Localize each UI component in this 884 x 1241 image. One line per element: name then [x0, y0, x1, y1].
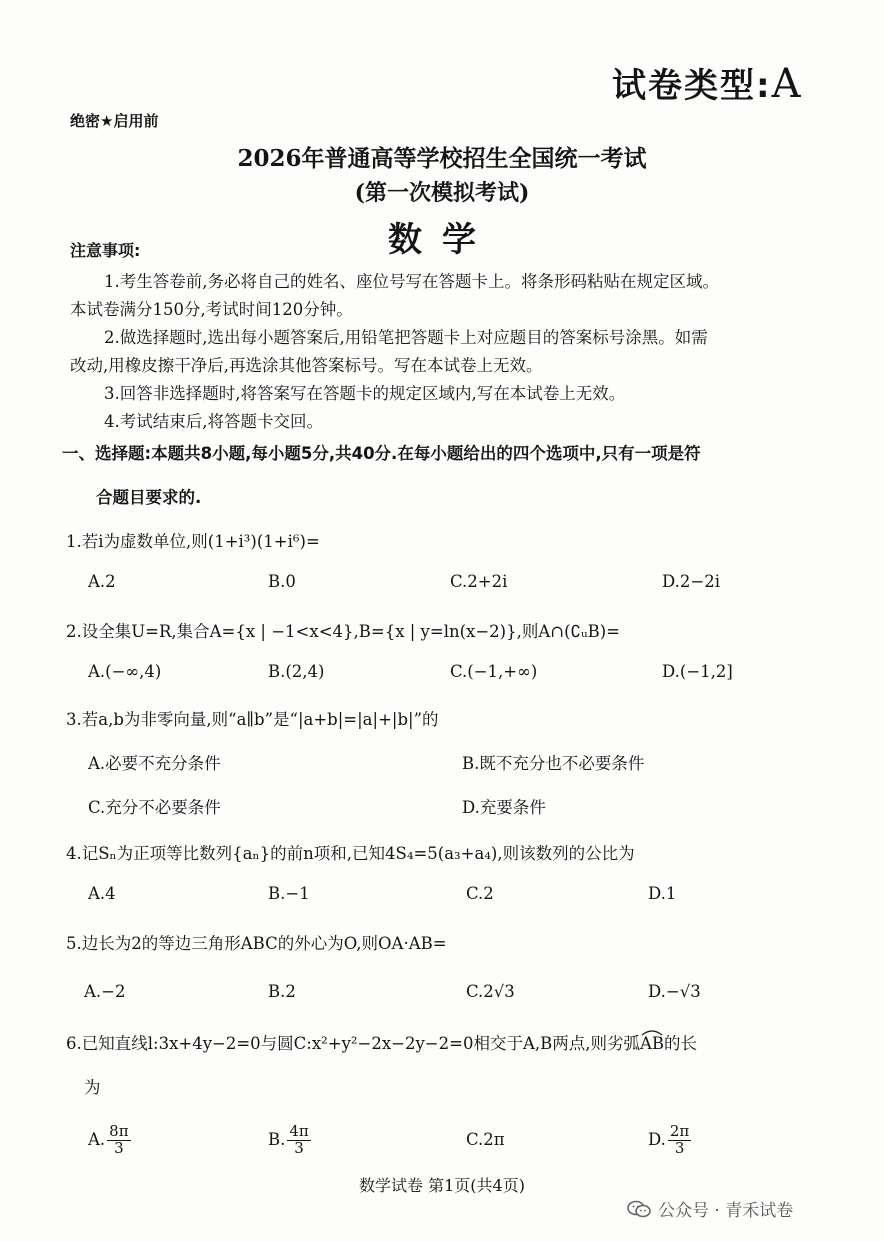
question-2-stem: 2.设全集U=R,集合A={x | −1<x<4},B={x | y=ln(x−2)},则A∩(∁ᵤB)=: [66, 622, 620, 641]
question-6-option-a: [88, 1124, 131, 1157]
question-5-option-b: B.2: [268, 982, 296, 1001]
fraction-denominator: 3: [294, 1138, 304, 1157]
option-a-label: A.: [88, 1129, 106, 1149]
fraction-denominator: 3: [674, 1138, 685, 1157]
paper-type-label: [612, 58, 803, 107]
paper-type-value: A: [771, 61, 803, 107]
notice-item-3: 3.回答非选择题时,将答案写在答题卡的规定区域内,写在本试卷上无效。: [104, 384, 626, 403]
arc-ab-text: AB: [640, 1034, 665, 1053]
watermark: [626, 1196, 793, 1221]
question-6-stem-line-2: 为: [84, 1078, 101, 1097]
question-2-option-c: C.(−1,+∞): [450, 662, 538, 681]
question-3-option-a: A.必要不充分条件: [88, 754, 221, 773]
option-d-label: D.: [648, 1129, 666, 1149]
question-3-option-b: B.既不充分也不必要条件: [462, 754, 645, 773]
question-6-option-c: C.2π: [466, 1130, 505, 1149]
notice-item-1-line-2: 本试卷满分150分,考试时间120分钟。: [70, 300, 353, 319]
section-1-heading-line-2: 合题目要求的.: [96, 488, 202, 507]
fraction-numerator: 8π: [109, 1122, 129, 1140]
fraction-denominator: 3: [114, 1138, 124, 1157]
question-3-option-d: D.充要条件: [462, 798, 546, 817]
question-6-stem-line-1: [66, 1030, 697, 1054]
arc-mark-icon: [640, 1028, 664, 1036]
fraction-8pi-over-3: [107, 1124, 130, 1157]
question-6-stem-tail: 的长: [664, 1034, 698, 1053]
question-1-option-d: D.2−2i: [662, 572, 720, 591]
notice-item-2-line-2: 改动,用橡皮擦干净后,再选涂其他答案标号。写在本试卷上无效。: [70, 356, 543, 375]
question-1-stem: 1.若i为虚数单位,则(1+i³)(1+i⁶)=: [66, 532, 320, 551]
question-2-option-d: D.(−1,2]: [662, 662, 733, 681]
question-4-option-c: C.2: [466, 884, 494, 903]
question-5-stem: 5.边长为2的等边三角形ABC的外心为O,则OA·AB=: [66, 934, 447, 953]
exam-title: 2026年普通高等学校招生全国统一考试: [237, 145, 647, 172]
question-6-option-b: [268, 1124, 311, 1157]
exam-subtitle: (第一次模拟考试): [354, 180, 530, 206]
question-1-option-a: A.2: [88, 572, 116, 591]
confidential-mark: 绝密★启用前: [70, 112, 159, 130]
fraction-2pi-over-3: [668, 1124, 691, 1157]
question-4-option-d: D.1: [648, 884, 677, 903]
question-1-option-b: B.0: [268, 572, 296, 591]
page-footer: 数学试卷 第1页(共4页): [359, 1176, 525, 1195]
question-5-option-c: C.2√3: [466, 982, 515, 1001]
notice-item-4: 4.考试结束后,将答题卡交回。: [104, 412, 323, 431]
question-2-option-b: B.(2,4): [268, 662, 325, 681]
question-3-stem: 3.若a,b为非零向量,则“a∥b”是“|a+b|=|a|+|b|”的: [66, 710, 439, 729]
question-1-option-c: C.2+2i: [450, 572, 508, 591]
fraction-numerator: 2π: [669, 1122, 690, 1140]
question-4-option-a: A.4: [88, 884, 116, 903]
question-6-option-d: [648, 1124, 691, 1157]
arc-ab-label: [640, 1034, 664, 1053]
notice-heading: 注意事项:: [70, 241, 141, 260]
question-5-option-d: D.−√3: [648, 982, 701, 1001]
notice-item-2-line-1: 2.做选择题时,选出每小题答案后,用铅笔把答题卡上对应题目的答案标号涂黑。如需: [104, 328, 708, 347]
paper-type-text: 试卷类型:: [612, 66, 772, 106]
watermark-text: 公众号 · 青禾试卷: [658, 1201, 794, 1221]
wechat-icon: [626, 1199, 652, 1219]
subject-title: 数学: [388, 220, 496, 260]
fraction-4pi-over-3: [287, 1124, 310, 1157]
section-1-heading-line-1: 一、选择题:本题共8小题,每小题5分,共40分.在每小题给出的四个选项中,只有一项是符: [62, 444, 701, 463]
notice-item-1-line-1: 1.考生答卷前,务必将自己的姓名、座位号写在答题卡上。将条形码粘贴在规定区域。: [104, 272, 719, 291]
question-3-option-c: C.充分不必要条件: [88, 798, 221, 817]
question-4-option-b: B.−1: [268, 884, 310, 903]
fraction-numerator: 4π: [289, 1122, 309, 1140]
question-4-stem: 4.记Sₙ为正项等比数列{aₙ}的前n项和,已知4S₄=5(a₃+a₄),则该数列的公比为: [66, 844, 635, 863]
option-b-label: B.: [268, 1129, 286, 1149]
question-6-stem-text: 6.已知直线l:3x+4y−2=0与圆C:x²+y²−2x−2y−2=0相交于A,B两点,则劣弧: [66, 1034, 640, 1053]
question-2-option-a: A.(−∞,4): [88, 662, 162, 681]
question-5-option-a: A.−2: [84, 982, 126, 1001]
